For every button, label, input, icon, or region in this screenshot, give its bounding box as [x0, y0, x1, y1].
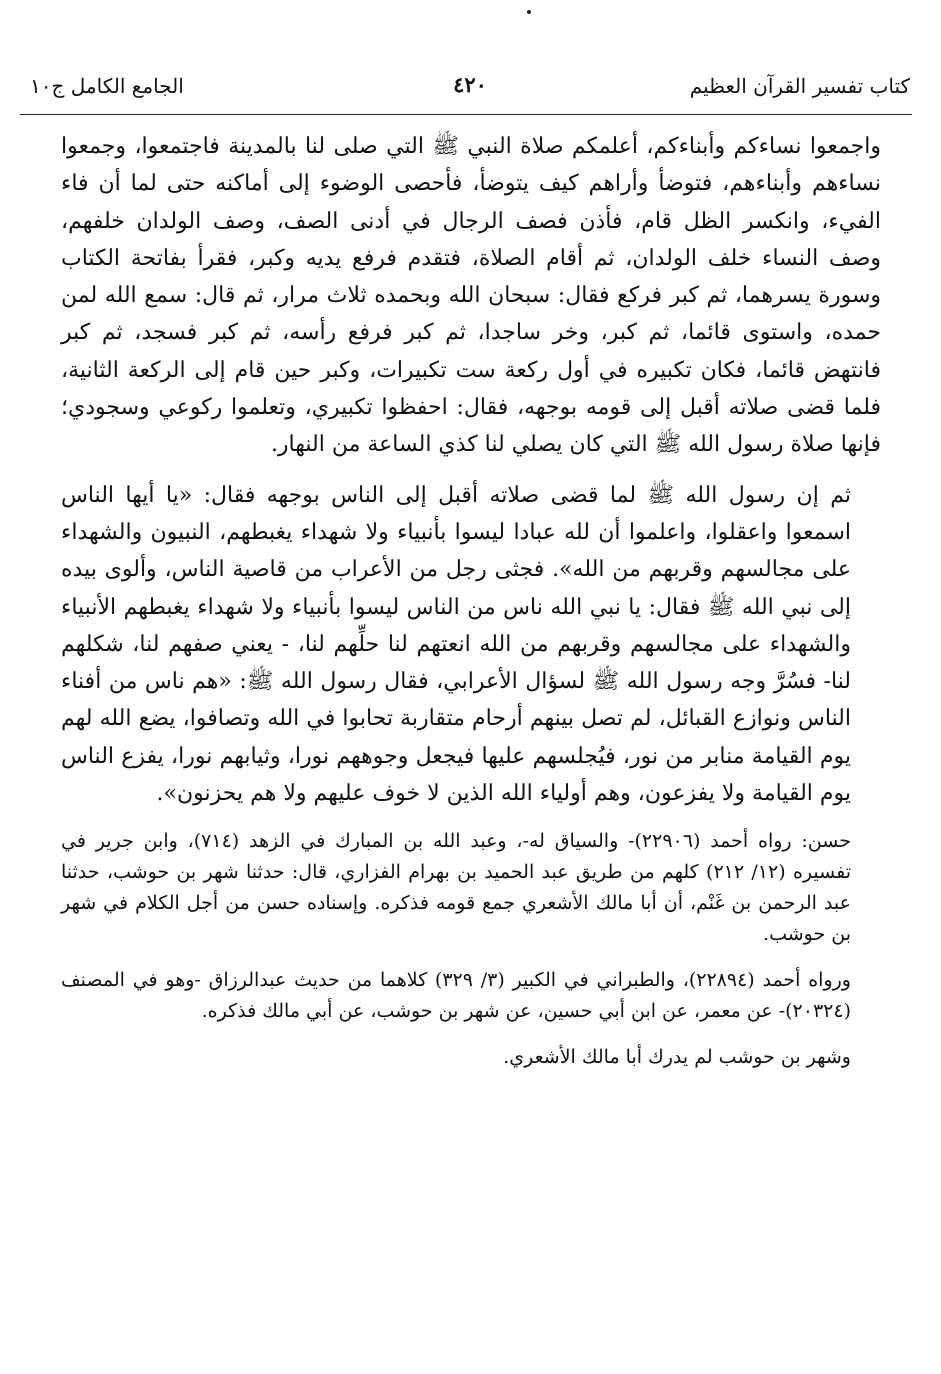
footnote: وشهر بن حوشب لم يدرك أبا مالك الأشعري. — [503, 1046, 851, 1069]
page-header — [30, 70, 910, 110]
main-text — [61, 128, 881, 1088]
footnotes — [61, 826, 881, 1073]
footnote: ورواه أحمد (٢٢٨٩٤)، والطبراني في الكبير (٣/ ٣٢٩) كلاهما من حديث عبدالرزاق -وهو في المصنف (٢٠٣٢٤)- عن معمر، عن ابن أبي حسين، عن شهر بن حوشب، عن أبي مالك فذكره. — [61, 969, 851, 1023]
ink-dot — [527, 10, 531, 14]
header-divider — [20, 114, 912, 115]
body-paragraph: ثم إن رسول الله ﷺ لما قضى صلاته أقبل إلى الناس بوجهه فقال: «يا أيها الناس اسمعوا واعقلوا، واعلموا أن لله عبادا ليسوا بأنبياء ولا شهداء يغبطهم، النبيون والشهداء على مجالسهم وقربهم من الله». فجثى رجل من الأعراب من قاصية الناس، وألوى بيده إلى نبي الله ﷺ فقال: يا نبي الله ناس من الناس ليسوا بأنبياء ولا شهداء يغبطهم الأنبياء والشهداء على مجالسهم وقربهم من الله انعتهم لنا حلِّهم لنا، - يعني صفهم لنا، شكلهم لنا- فسُرَّ وجه رسول الله ﷺ لسؤال الأعرابي، فقال رسول الله ﷺ: «هم ناس من أفناء الناس ونوازع القبائل، لم تصل بينهم أرحام متقاربة تحابوا في الله وتصافوا، يضع الله لهم يوم القيامة منابر من نور، فيُجلسهم عليها فيجعل وجوههم نورا، وثيابهم نورا، يفزع الناس يوم القيامة ولا يفزعون، وهم أولياء الله الذين لا خوف عليهم ولا هم يحزنون». — [61, 482, 851, 807]
volume-title: الجامع الكامل ج١٠ — [30, 74, 184, 98]
body-paragraph: واجمعوا نساءكم وأبناءكم، أعلمكم صلاة النبي ﷺ التي صلى لنا بالمدينة فاجتمعوا، وجمعوا نساءهم وأبناءهم، فتوضأ وأراهم كيف يتوضأ، فأحصى الوضوء إلى أماكنه حتى لما أن فاء الفيء، وانكسر الظل قام، فأذن فصف الرجال في أدنى الصف، وصف الولدان خلفهم، وصف النساء خلف الولدان، ثم أقام الصلاة، فتقدم فرفع يديه وكبر، فقرأ بفاتحة الكتاب وسورة يسرهما، ثم كبر فركع فقال: سبحان الله وبحمده ثلاث مرار، ثم قال: سمع الله لمن حمده، واستوى قائما، ثم كبر، وخر ساجدا، ثم كبر فرفع رأسه، ثم كبر فسجد، ثم كبر فانتهض قائما، فكان تكبيره في أول ركعة ست تكبيرات، وكبر حين قام إلى الركعة الثانية، فلما قضى صلاته أقبل إلى قومه بوجهه، فقال: احفظوا تكبيري، وتعلموا ركوعي وسجودي؛ فإنها صلاة رسول الله ﷺ التي كان يصلي لنا كذي الساعة من النهار. — [61, 134, 881, 458]
footnote: حسن: رواه أحمد (٢٢٩٠٦)- والسياق له-، وعبد الله بن المبارك في الزهد (٧١٤)، وابن جرير في تفسيره (١٢/ ٢١٢) كلهم من طريق عبد الحميد بن بهرام الفزاري، قال: حدثنا شهر بن حوشب، حدثنا عبد الرحمن بن غَنْم، أن أبا مالك الأشعري جمع قومه فذكره. وإسناده حسن من أجل الكلام في شهر بن حوشب. — [61, 830, 851, 946]
page-number: ٤٢٠ — [453, 72, 487, 97]
book-title: كتاب تفسير القرآن العظيم — [689, 74, 910, 98]
